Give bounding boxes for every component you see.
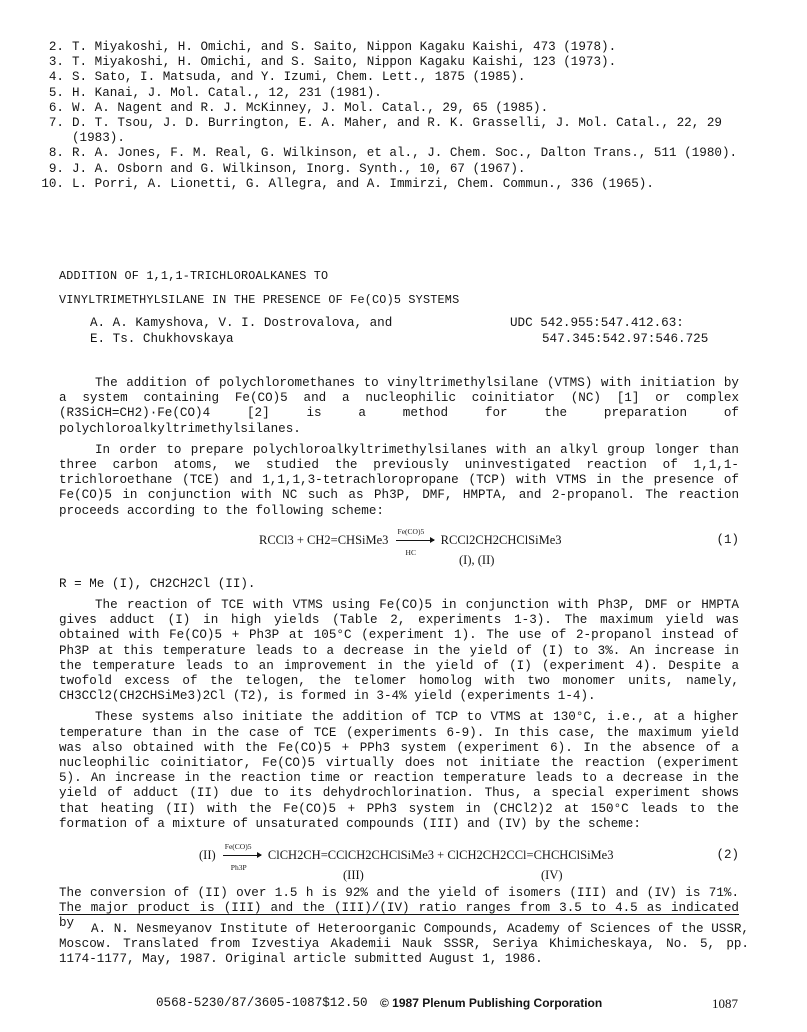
reaction-scheme-1 (59, 525, 739, 577)
udc-line2: 547.345:542.97:546.725 (542, 331, 709, 346)
reference-item: 7. D. T. Tsou, J. D. Burrington, E. A. Maher, and R. K. Grasselli, J. Mol. Catal., 22, 29 (1983). (48, 116, 730, 146)
reference-item: 2. T. Miyakoshi, H. Omichi, and S. Saito, Nippon Kagaku Kaishi, 473 (1978). (48, 40, 617, 54)
reference-item: 4. S. Sato, I. Matsuda, and Y. Izumi, Chem. Lett., 1875 (1985). (48, 70, 526, 85)
scheme2-label-iv: (IV) (541, 868, 563, 883)
scheme2-label-iii: (III) (343, 868, 364, 883)
reference-item: 3. T. Miyakoshi, H. Omichi, and S. Saito, Nippon Kagaku Kaishi, 123 (1973). (48, 55, 617, 70)
scheme2-plus: + (437, 848, 445, 863)
article-body (59, 376, 739, 938)
journal-code: 0568-5230/87/3605-1087$12.50 (156, 996, 368, 1010)
reference-list (30, 40, 770, 192)
scheme2-start: (II) (199, 848, 216, 863)
article-title (59, 264, 459, 312)
authors-line2: E. Ts. Chukhovskaya (90, 331, 234, 346)
paragraph-tce: The reaction of TCE with VTMS using Fe(CO)5 in conjunction with Ph3P, DMF or HMPTA gives adduct (I) in high yields (Table 2, experiments 1-3). The maximum yield was obtained with Fe(CO)5 + Ph3P at 105°C (experiment 1). The use of 2-propanol instead of Ph3P at this temperature leads to a decrease in the yield of (I) to 3%. An increase in the temperature leads to an improvement in the yield of (I) (experiment 4). Despite a twofold excess of the telogen, the telomer homolog with two monomer units, namely, CH3CCl2(CH2CHSiMe3)2Cl (T2), is formed in 3-4% yield (experiments 1-4). (59, 598, 739, 704)
udc-code (510, 316, 708, 347)
scheme1-number: (1) (716, 532, 739, 547)
paragraph-tcp: These systems also initiate the addition of TCP to VTMS at 130°C, i.e., at a higher temperature than in the case of TCE (experiments 6-9). In this case, the maximum yield was also obtained with the Fe(CO)5 + PPh3 system (experiment 6). In the absence of a nucleophilic coinitiator, Fe(CO)5 virtually does not initiate the reaction (experiment 5). An increase in the reaction time or reaction temperature leads to a decrease in the yield of adduct (II) due to its dehydrochlorination. Thus, a special experiment shows that heating (II) with the Fe(CO)5 + PPh3 system in (CHCl2)2 at 150°C leads to the formation of a mixture of unsaturated compounds (III) and (IV) by the scheme: (59, 710, 739, 831)
scheme2-catalyst: Fe(CO)5 (224, 842, 252, 852)
article-title-line1: ADDITION OF 1,1,1-TRICHLOROALKANES TO (59, 269, 329, 283)
page-number: 1087 (712, 996, 738, 1011)
copyright-notice: © 1987 Plenum Publishing Corporation (380, 996, 603, 1010)
scheme1-arrow (392, 526, 438, 557)
udc-line1: UDC 542.955:547.412.63: (510, 316, 684, 330)
reference-item: 8. R. A. Jones, F. M. Real, G. Wilkinson, et al., J. Chem. Soc., Dalton Trans., 511 (1980). (48, 146, 738, 161)
scheme1-label: (I), (II) (459, 552, 495, 567)
authors-line1: A. A. Kamyshova, V. I. Dostrovalova, and (90, 316, 393, 330)
reference-item: 6. W. A. Nagent and R. J. McKinney, J. Mol. Catal., 29, 65 (1985). (48, 100, 549, 115)
author-list (90, 316, 392, 347)
scheme2-conditions: Ph3P (230, 863, 247, 873)
scheme2-arrow (219, 842, 265, 873)
reference-item: 9. J. A. Osborn and G. Wilkinson, Inorg. Synth., 10, 67 (1967). (48, 161, 526, 176)
scheme1-reactants: RCCl3 + CH2=CHSiMe3 (259, 532, 389, 547)
footnote-affiliation: A. N. Nesmeyanov Institute of Heteroorganic Compounds, Academy of Sciences of the USSR, Moscow. Translated from Izvestiya Akademii Nauk SSSR, Seriya Khimicheskaya, No. 5, pp. 1174-1177, May, 1987. Original article submitted August 1, 1986. (59, 922, 749, 967)
scheme1-conditions: HC (405, 547, 416, 557)
scheme2-product-iii: ClCH2CH=CClCH2CHClSiMe3 (267, 848, 435, 863)
paragraph-intro: The addition of polychloromethanes to vinyltrimethylsilane (VTMS) with initiation by a system containing Fe(CO)5 and a nucleophilic coinitiator (NC) [1] or complex (R3SiCH=CH2)·Fe(CO)4 [2] is a method for the preparation of polychloroalkyltrimethylsilanes. (59, 376, 739, 436)
paragraph-conversion: The conversion of (II) over 1.5 h is 92% and the yield of isomers (III) and (IV) is 71%. The major product is (III) and the (III)/(IV) ratio ranges from 3.5 to 4.5 as indicated by (59, 886, 739, 931)
scheme1-product: RCCl2CH2CHClSiMe3 (440, 532, 562, 547)
arrow-icon (223, 855, 261, 856)
scheme1-equation (259, 526, 562, 557)
scheme1-catalyst: Fe(CO)5 (397, 526, 425, 536)
reference-item: 5. H. Kanai, J. Mol. Catal., 12, 231 (1981). (48, 85, 382, 100)
scheme2-number: (2) (716, 848, 739, 863)
article-title-line2: VINYLTRIMETHYLSILANE IN THE PRESENCE OF Fe(CO)5 SYSTEMS (59, 293, 460, 307)
reaction-scheme-2 (59, 838, 739, 886)
scheme2-product-iv: ClCH2CH2CCl=CHCHClSiMe3 (447, 848, 614, 863)
arrow-icon (396, 540, 434, 541)
reference-item: 10. L. Porri, A. Lionetti, G. Allegra, and A. Immirzi, Chem. Commun., 336 (1965). (41, 176, 654, 191)
r-definition: R = Me (I), CH2CH2Cl (II). (59, 576, 256, 591)
scheme2-equation (199, 842, 614, 873)
paragraph-goal: In order to prepare polychloroalkyltrimethylsilanes with an alkyl group longer than three carbon atoms, we studied the previously uninvestigated reaction of 1,1,1-trichloroethane (TCE) and 1,1,1,3-tetrachloropropane (TCP) with VTMS in the presence of Fe(CO)5 in conjunction with NC such as Ph3P, DMF, HMPTA, and 2-propanol. The reaction proceeds according to the following scheme: (59, 442, 739, 518)
footnote-divider (59, 914, 739, 915)
